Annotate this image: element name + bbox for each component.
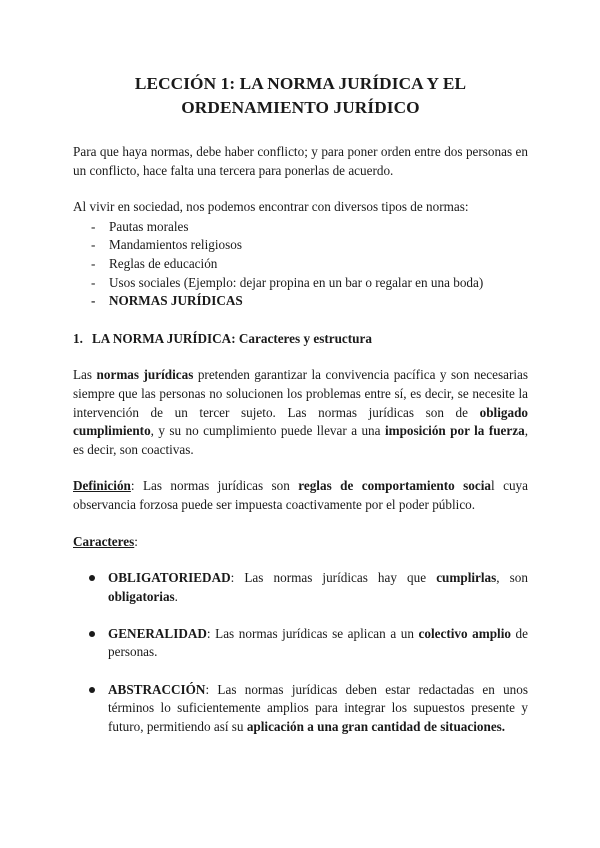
definition-paragraph: [73, 477, 528, 514]
list-item: [73, 569, 528, 606]
list-item: [73, 681, 528, 737]
item-name: GENERALIDAD: [108, 625, 207, 641]
caracteres-heading: [73, 533, 528, 552]
bold-run: obligado cumplimiento: [73, 404, 528, 439]
list-item: - Mandamientos religiosos: [73, 236, 528, 255]
list-item: [73, 625, 528, 662]
text-run: : Las normas jurídicas son: [130, 478, 299, 494]
bold-run: imposición por la fuerza: [384, 423, 525, 439]
list-item: - Reglas de educación: [73, 255, 528, 274]
caracteres-list: [73, 569, 528, 736]
intro-paragraph: Para que haya normas, debe haber conflicto; y para poner orden entre dos personas en un conflicto, hace falta una tercera para ponerlas de acuerdo.: [73, 144, 528, 178]
list-item: - Pautas morales: [73, 218, 528, 237]
bullet-icon: [89, 575, 95, 581]
title-line-1: LECCIÓN 1: LA NORMA JURÍDICA Y EL: [134, 74, 467, 93]
norm-types-lead: Al vivir en sociedad, nos podemos encontrar con diversos tipos de normas:: [73, 199, 469, 215]
bold-run: colectivo amplio: [418, 625, 511, 641]
caracteres-label: Caracteres: [73, 533, 135, 549]
section-heading: [73, 330, 528, 349]
list-item: - Usos sociales (Ejemplo: dejar propina en un bar o regalar en una boda): [73, 274, 528, 293]
bold-run: aplicación a una gran cantidad de situaciones.: [246, 718, 506, 734]
text-run: , son: [496, 570, 528, 586]
list-item: - NORMAS JURÍDICAS: [73, 292, 528, 311]
text-run: , es decir, son coactivas.: [73, 423, 528, 457]
text-run: : Las normas jurídicas se aplican a un: [206, 625, 419, 641]
text-run: de personas.: [108, 625, 528, 660]
item-name: OBLIGATORIEDAD: [108, 570, 231, 586]
text-run: , y su no cumplimiento puede llevar a una: [150, 423, 385, 439]
bold-run: normas jurídicas: [96, 367, 194, 383]
section-number: 1.: [73, 330, 83, 346]
document-page: [73, 72, 528, 736]
bold-run: reglas de comportamiento socia: [298, 478, 492, 494]
caracteres-colon: :: [134, 533, 138, 549]
bullet-icon: [89, 687, 95, 693]
text-run: pretenden garantizar la convivencia pacífica y son necesarias siempre que las personas no solucionen los problemas entre sí, es decir, se necesite la intervención de un tercer sujeto. Las normas jurídicas son de: [73, 367, 529, 420]
bold-run: obligatorias: [108, 588, 175, 604]
lesson-title: [73, 72, 528, 120]
text-run: : Las normas jurídicas deben estar redactadas en unos términos lo suficientemente amplios para integrar los supuestos presente y futuro, permitiendo así su: [108, 681, 528, 734]
text-run: : Las normas jurídicas hay que: [230, 570, 437, 586]
item-name: ABSTRACCIÓN: [108, 681, 206, 697]
normas-paragraph: [73, 366, 528, 459]
title-line-2: ORDENAMIENTO JURÍDICO: [181, 98, 420, 117]
definition-label: Definición: [73, 478, 131, 494]
text-run: Las: [73, 367, 97, 383]
bullet-icon: [89, 631, 95, 637]
text-run: l cuya observancia forzosa puede ser impuesta coactivamente por el poder público.: [73, 478, 528, 512]
section-title: LA NORMA JURÍDICA: Caracteres y estructura: [92, 330, 372, 346]
text-run: .: [174, 588, 178, 604]
bold-run: cumplirlas: [436, 570, 497, 586]
norm-types-list: [73, 218, 528, 311]
